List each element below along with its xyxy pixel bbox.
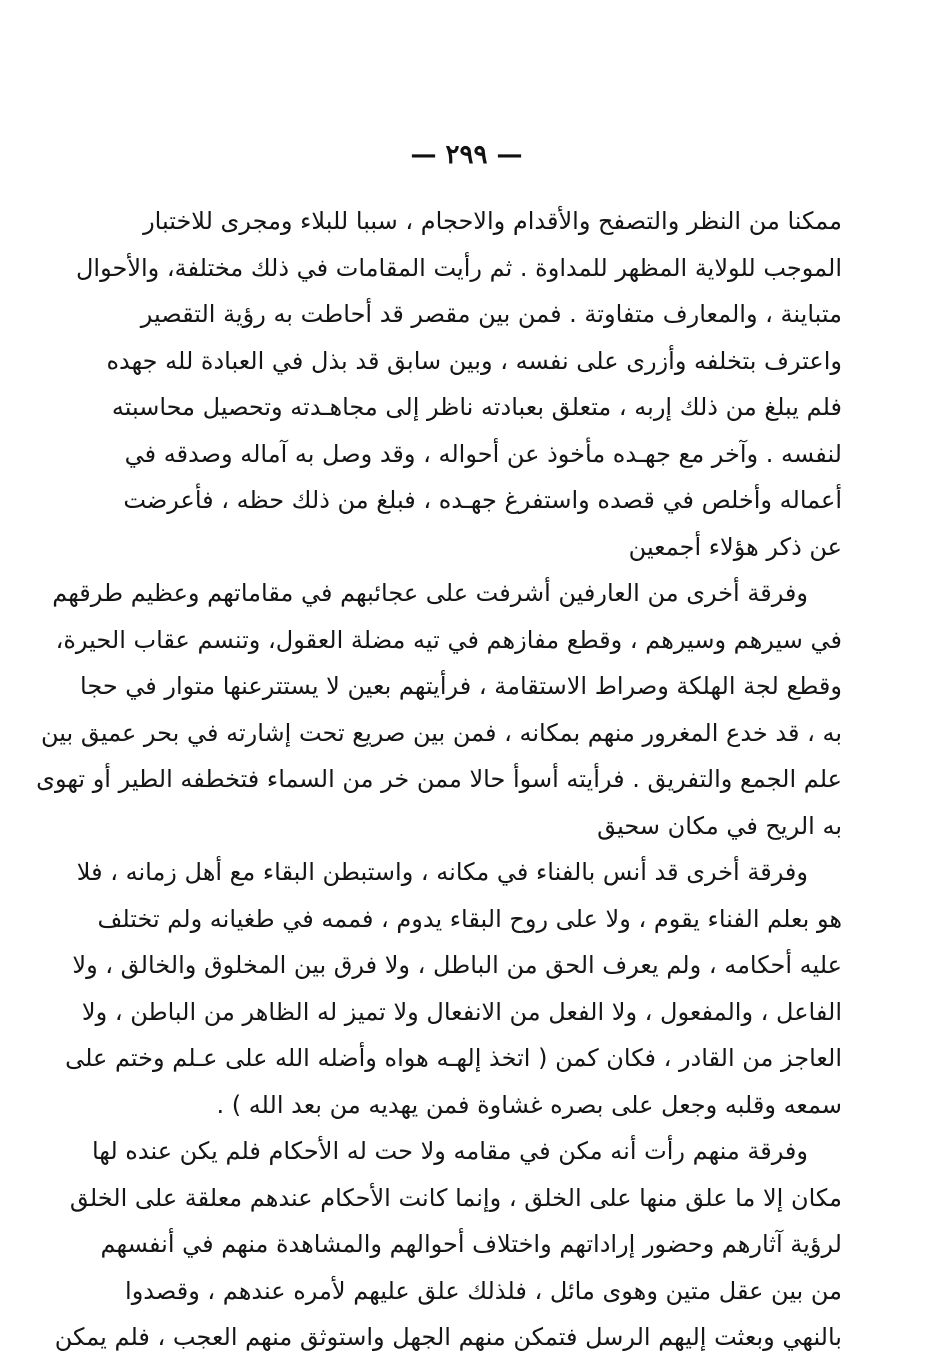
text-line: عليه أحكامه ، ولم يعرف الحق من الباطل ، ولا فرق بين المخلوق والخالق ، ولا <box>72 951 842 979</box>
text-line: به ، قد خدع المغرور منهم بمكانه ، فمن بين صريع تحت إشارته في بحر عميق بين <box>41 718 842 747</box>
text-line: وقطع لجة الهلكة وصراط الاستقامة ، فرأيتهم بعين لا يستترعنها متوار في حجا <box>80 672 842 700</box>
text-line: هو بعلم الفناء يقوم ، ولا على روح البقاء يدوم ، فممه في طغيانه ولم تختلف <box>97 904 842 933</box>
text-line: بالنهي وبعثت إليهم الرسل فتمكن منهم الجهل واستوثق منهم العجب ، فلم يمكن <box>54 1323 842 1351</box>
text-line: واعترف بتخلفه وأزرى على نفسه ، وبين سابق قد بذل في العبادة لله جهده <box>106 346 842 375</box>
text-line: مكان إلا ما علق منها على الخلق ، وإنما كانت الأحكام عندهم معلقة على الخلق <box>69 1183 842 1212</box>
text-line: في سيرهم وسيرهم ، وقطع مفازهم في تيه مضلة العقول، وتنسم عقاب الحيرة، <box>55 625 842 654</box>
text-line: من بين عقل متين وهوى مائل ، فلذلك علق عليهم لأمره عندهم ، وقصدوا <box>125 1276 842 1305</box>
text-line: لرؤية آثارهم وحضور إراداتهم واختلاف أحوالهم والمشاهدة منهم في أنفسهم <box>100 1230 842 1258</box>
text-line: علم الجمع والتفريق . فرأيته أسوأ حالا ممن خر من السماء فتخطفه الطير أو تهوى <box>36 765 842 793</box>
text-line: ممكنا من النظر والتصفح والأقدام والاحجام ، سببا للبلاء ومجرى للاختبار <box>143 207 842 235</box>
text-line: العاجز من القادر ، فكان كمن ( اتخذ إلهـه هواه وأضله الله على عـلم وختم على <box>65 1044 842 1072</box>
text-line: الموجب للولاية المظهر للمداوة . ثم رأيت المقامات في ذلك مختلفة، والأحوال <box>75 253 842 282</box>
text-line: الفاعل ، والمفعول ، ولا الفعل من الانفعال ولا تميز له الظاهر من الباطن ، ولا <box>81 997 842 1026</box>
text-line: أعماله وأخلص في قصده واستفرغ جهـده ، فبلغ من ذلك حظه ، فأعرضت <box>123 486 842 514</box>
text-line: فلم يبلغ من ذلك إربه ، متعلق بعبادته ناظر إلى مجاهـدته وتحصيل محاسبته <box>111 393 842 421</box>
text-line: متباينة ، والمعارف متفاوتة . فمن بين مقصر قد أحاطت به رؤية التقصير <box>140 300 842 328</box>
body-text <box>36 198 842 1361</box>
text-line: عن ذكر هؤلاء أجمعين <box>628 532 842 561</box>
text-line: لنفسه . وآخر مع جهـده مأخوذ عن أحواله ، وقد وصل به آماله وصدقه في <box>124 439 842 468</box>
text-line: وفرقة أخرى قد أنس بالفناء في مكانه ، واستبطن البقاء مع أهل زمانه ، فلا <box>76 858 808 886</box>
text-line: وفرقة منهم رأت أنه مكن في مقامه ولا حت له الأحكام فلم يكن عنده لها <box>91 1137 808 1165</box>
text-line: وفرقة أخرى من العارفين أشرفت على عجائبهم في مقاماتهم وعظيم طرقهم <box>52 579 808 607</box>
text-line: سمعه وقلبه وجعل على بصره غشاوة فمن يهديه من بعد الله ) . <box>216 1090 842 1119</box>
page-number: — ٢٩٩ — <box>410 140 523 170</box>
text-line: به الريح في مكان سحيق <box>597 811 842 840</box>
